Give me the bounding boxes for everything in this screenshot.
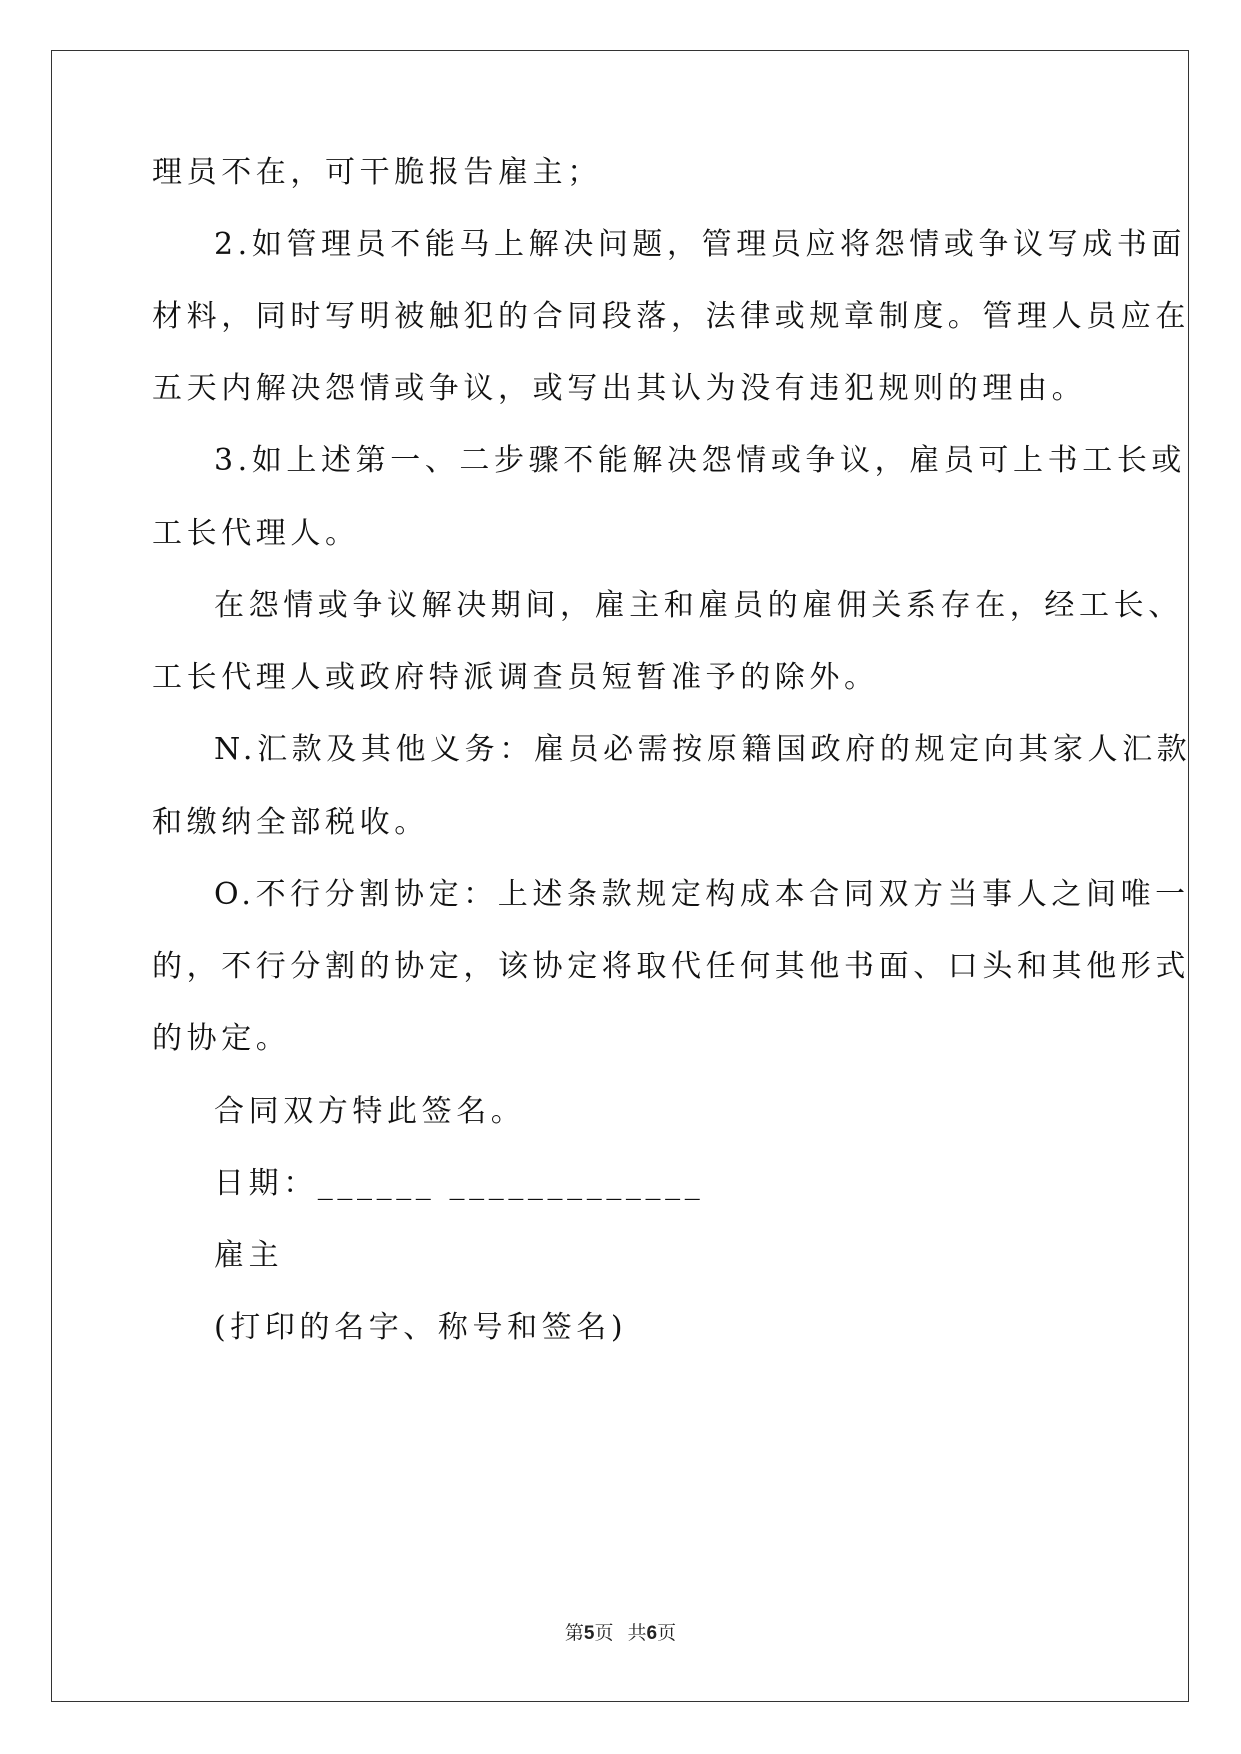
text-line: N.汇款及其他义务：雇员必需按原籍国政府的规定向其家人汇款 [214,732,1192,767]
footer-page-suffix: 页 [594,1622,614,1644]
text-line: O.不行分割协定：上述条款规定构成本合同双方当事人之间唯一 [214,877,1190,912]
page-footer [0,1618,1241,1645]
footer-total-prefix: 共 [627,1622,647,1644]
footer-prefix: 第 [564,1622,584,1644]
text-line: 理员不在，可干脆报告雇主； [152,155,602,190]
employer-label: 雇主 [214,1238,284,1273]
text-line: 3.如上述第一、二步骤不能解决怨情或争议，雇员可上书工长或 [214,443,1187,478]
text-line: 的，不行分割的协定，该协定将取代任何其他书面、口头和其他形式 [152,949,1190,984]
text-line: 材料，同时写明被触犯的合同段落，法律或规章制度。管理人员应在 [152,299,1190,334]
footer-page-number: 5 [583,1623,595,1644]
text-line: 五天内解决怨情或争议，或写出其认为没有违犯规则的理由。 [152,371,1087,406]
footer-total-pages: 6 [646,1623,658,1644]
text-line: 合同双方特此签名。 [214,1094,526,1129]
text-line: 工长代理人或政府特派调查员短暂准予的除外。 [152,660,879,695]
text-line: 在怨情或争议解决期间，雇主和雇员的雇佣关系存在，经工长、 [214,588,1183,623]
text-line: 的协定。 [152,1021,291,1056]
signature-instruction: (打印的名字、称号和签名) [214,1310,628,1345]
date-line: 日期：______ _____________ [214,1166,705,1201]
text-line: 工长代理人。 [152,516,360,551]
text-line: 和缴纳全部税收。 [152,805,429,840]
footer-total-suffix: 页 [657,1622,677,1644]
text-line: 2.如管理员不能马上解决问题，管理员应将怨情或争议写成书面 [214,227,1187,262]
